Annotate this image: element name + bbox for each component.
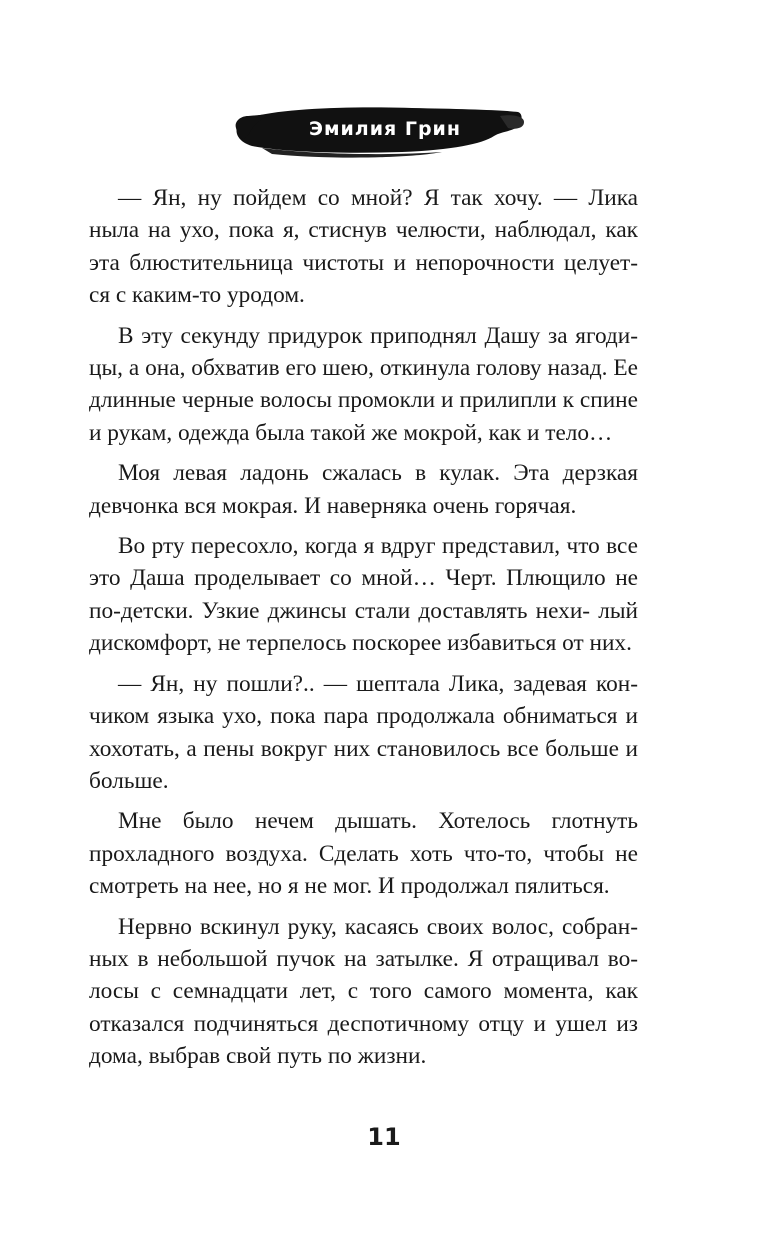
paragraph: Нервно вскинул руку, касаясь своих волос, собран- ных в небольшой пучок на затылке. Я отращивал во- лосы с семнадцати лет, с того самого момента, как отказался подчиняться деспотичному отцу и ушел из дома, выбрав свой путь по жизни. bbox=[89, 913, 638, 1070]
running-head: Эмилия Грин bbox=[309, 118, 461, 140]
paragraph: Мне было нечем дышать. Хотелось глотнуть прохладного воздуха. Сделать хоть что-то, чтобы не смотреть на нее, но я не мог. И продолжал пялиться. bbox=[89, 808, 638, 900]
paragraph: В эту секунду придурок приподнял Дашу за ягоди- цы, а она, обхватив его шею, откинула голову назад. Ее длинные черные волосы промокли и прилипли к спине и рукам, одежда была такой же мокрой, как и тело… bbox=[89, 322, 638, 446]
paragraph: Во рту пересохло, когда я вдруг представил, что все это Даша проделывает со мной… Черт. Плющило не по-детски. Узкие джинсы стали доставлять нехи- лый дискомфорт, не терпелось поскорее избавиться от них. bbox=[89, 533, 638, 657]
paragraph: — Ян, ну пойдем со мной? Я так хочу. — Лика ныла на ухо, пока я, стиснув челюсти, наблюдал, как эта блюстительница чистоты и непорочности целует- ся с каким-то уродом. bbox=[89, 185, 638, 309]
body-text bbox=[89, 182, 638, 1081]
paragraph: — Ян, ну пошли?.. — шептала Лика, задевая кон- чиком языка ухо, пока пара продолжала обниматься и хохотать, а пены вокруг них становилось все больше и больше. bbox=[89, 670, 638, 794]
paragraph: Моя левая ладонь сжалась в кулак. Эта дерзкая девчонка вся мокрая. И наверняка очень горячая. bbox=[89, 460, 638, 519]
page-number: 11 bbox=[367, 1123, 401, 1151]
